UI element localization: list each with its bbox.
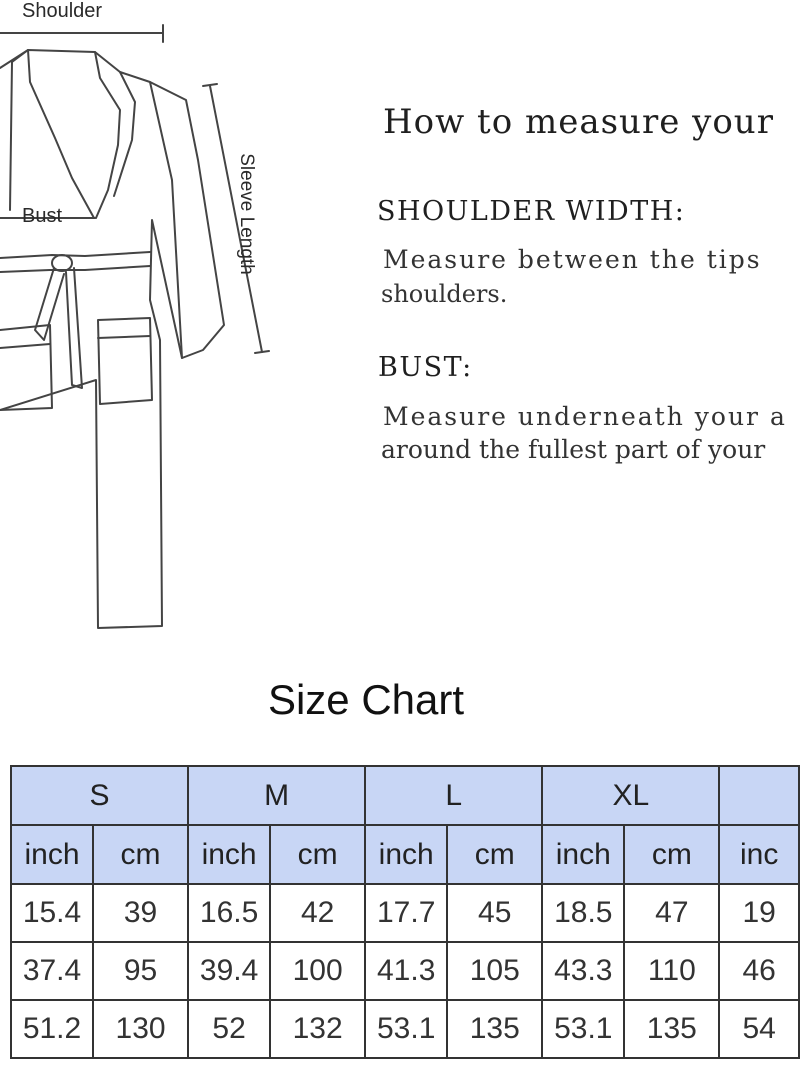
measure-guide-title: How to measure your [383, 102, 774, 142]
table-cell: 39 [93, 884, 188, 942]
table-cell: 42 [270, 884, 365, 942]
shoulder-instruction-line-2: shoulders. [381, 280, 508, 308]
unit-header-cell: inch [188, 825, 270, 884]
table-cell: 47 [624, 884, 719, 942]
unit-header-cell: inch [365, 825, 447, 884]
table-cell: 53.1 [542, 1000, 624, 1058]
size-header-cell: XL [542, 766, 719, 825]
table-cell: 100 [270, 942, 365, 1000]
table-cell: 43.3 [542, 942, 624, 1000]
shoulder-instruction-line-1: Measure between the tips [383, 245, 762, 274]
table-cell: 135 [624, 1000, 719, 1058]
size-header-cell [719, 766, 799, 825]
unit-header-cell: cm [447, 825, 542, 884]
table-row [11, 884, 799, 942]
bust-instruction-line-2: around the fullest part of your [381, 435, 766, 464]
unit-header-row [11, 825, 799, 884]
table-cell: 95 [93, 942, 188, 1000]
table-cell: 19 [719, 884, 799, 942]
table-cell: 51.2 [11, 1000, 93, 1058]
size-header-cell: M [188, 766, 365, 825]
unit-header-cell: inc [719, 825, 799, 884]
shoulder-width-heading: SHOULDER WIDTH: [377, 196, 686, 227]
bust-heading: BUST: [378, 352, 473, 383]
sleeve-length-label: Sleeve Length [236, 153, 257, 275]
robe-diagram [0, 0, 300, 640]
table-row [11, 1000, 799, 1058]
table-cell: 105 [447, 942, 542, 1000]
table-cell: 18.5 [542, 884, 624, 942]
table-cell: 15.4 [11, 884, 93, 942]
size-chart-table [10, 765, 800, 1059]
unit-header-cell: cm [93, 825, 188, 884]
size-chart-title: Size Chart [267, 676, 465, 723]
size-header-cell: S [11, 766, 188, 825]
table-cell: 54 [719, 1000, 799, 1058]
table-cell: 39.4 [188, 942, 270, 1000]
bust-instruction-line-1: Measure underneath your a [383, 402, 787, 431]
table-cell: 46 [719, 942, 799, 1000]
unit-header-cell: cm [624, 825, 719, 884]
size-header-cell: L [365, 766, 542, 825]
table-cell: 110 [624, 942, 719, 1000]
table-cell: 45 [447, 884, 542, 942]
unit-header-cell: cm [270, 825, 365, 884]
table-row [11, 942, 799, 1000]
table-cell: 135 [447, 1000, 542, 1058]
shoulder-label: Shoulder [22, 0, 103, 22]
table-cell: 16.5 [188, 884, 270, 942]
table-cell: 130 [93, 1000, 188, 1058]
size-header-row [11, 766, 799, 825]
table-cell: 52 [188, 1000, 270, 1058]
table-cell: 41.3 [365, 942, 447, 1000]
table-cell: 53.1 [365, 1000, 447, 1058]
table-cell: 132 [270, 1000, 365, 1058]
table-cell: 17.7 [365, 884, 447, 942]
unit-header-cell: inch [11, 825, 93, 884]
table-cell: 37.4 [11, 942, 93, 1000]
unit-header-cell: inch [542, 825, 624, 884]
bust-label: Bust [22, 205, 63, 227]
